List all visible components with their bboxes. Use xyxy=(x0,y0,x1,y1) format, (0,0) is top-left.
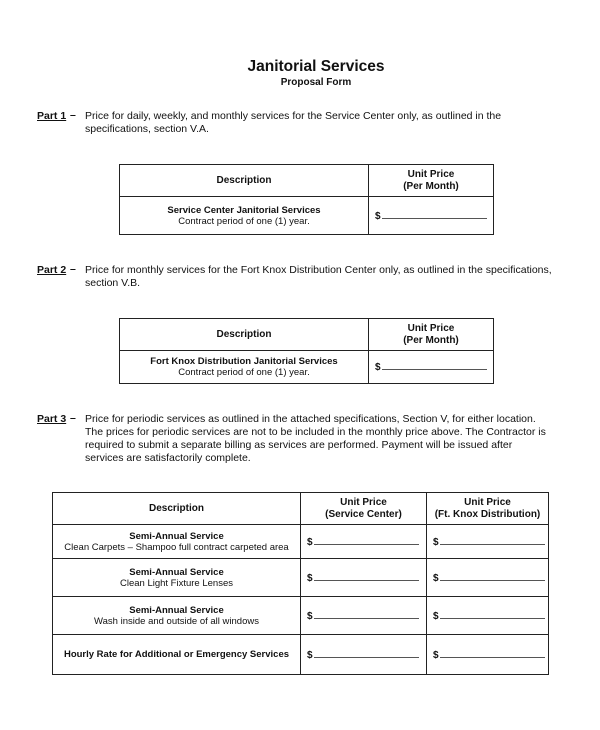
price-blank-line xyxy=(440,610,545,619)
part2-service-detail: Contract period of one (1) year. xyxy=(178,367,310,378)
part2-service-title: Fort Knox Distribution Janitorial Services xyxy=(150,356,338,367)
part3-col-price-fk: Unit Price (Ft. Knox Distribution) xyxy=(427,493,549,525)
price-blank-line xyxy=(440,572,545,581)
part2-service-cell xyxy=(120,351,369,384)
part3-service-cell xyxy=(53,559,301,597)
table-row xyxy=(53,559,549,597)
part1-dash: – xyxy=(70,109,76,121)
part1-col-description: Description xyxy=(120,165,369,197)
part2-col-description: Description xyxy=(120,319,369,351)
hourly-rate-label: Hourly Rate for Additional or Emergency Services xyxy=(53,635,301,675)
part2-section xyxy=(37,264,582,292)
part2-dash: – xyxy=(70,263,76,275)
price-field-ft-knox[interactable]: $ xyxy=(427,559,549,597)
price-field-service-center[interactable]: $ xyxy=(301,635,427,675)
part2-price-field[interactable]: $ xyxy=(369,351,494,384)
table-row xyxy=(53,525,549,559)
price-field-ft-knox[interactable]: $ xyxy=(427,597,549,635)
price-blank-line xyxy=(314,610,419,619)
price-blank-line xyxy=(440,536,545,545)
price-field-service-center[interactable]: $ xyxy=(301,597,427,635)
part3-label: Part 3 xyxy=(37,413,67,425)
page-subtitle: Proposal Form xyxy=(280,77,352,88)
part3-service-cell xyxy=(53,597,301,635)
part3-dash: – xyxy=(70,412,76,424)
service-detail: Clean Light Fixture Lenses xyxy=(119,577,233,589)
part3-section xyxy=(37,413,582,467)
price-blank-line xyxy=(314,572,419,581)
part2-col-price: Unit Price (Per Month) xyxy=(369,319,494,351)
price-field-service-center[interactable]: $ xyxy=(301,559,427,597)
part2-text: Price for monthly services for the Fort Knox Distribution Center only, as outlined in the specifications, section V.B. xyxy=(85,264,552,289)
price-blank-line xyxy=(440,649,545,658)
part3-table xyxy=(52,492,549,675)
part3-col-price-sc: Unit Price (Service Center) xyxy=(301,493,427,525)
service-detail: Clean Carpets – Shampoo full contract carpeted area xyxy=(64,541,289,553)
price-blank-line xyxy=(382,210,487,219)
page-title: Janitorial Services xyxy=(247,58,385,75)
price-blank-line xyxy=(314,649,419,658)
service-title: Semi-Annual Service xyxy=(129,604,224,616)
price-field-ft-knox[interactable]: $ xyxy=(427,635,549,675)
part1-price-field[interactable]: $ xyxy=(369,197,494,235)
part1-col-price: Unit Price (Per Month) xyxy=(369,165,494,197)
price-field-ft-knox[interactable]: $ xyxy=(427,525,549,559)
part2-table xyxy=(119,318,494,384)
part3-service-cell xyxy=(53,525,301,559)
part1-section xyxy=(37,110,577,138)
part1-label: Part 1 xyxy=(37,110,67,122)
price-blank-line xyxy=(314,536,419,545)
part3-col-description: Description xyxy=(53,493,301,525)
part1-service-detail: Contract period of one (1) year. xyxy=(178,215,310,227)
table-row xyxy=(53,635,549,675)
service-title: Semi-Annual Service xyxy=(129,530,224,542)
service-detail: Wash inside and outside of all windows xyxy=(94,615,259,627)
part1-text: Price for daily, weekly, and monthly services for the Service Center only, as outlined in the specifications, section V.A. xyxy=(85,110,502,135)
part1-table xyxy=(119,164,494,235)
service-title: Semi-Annual Service xyxy=(129,566,224,578)
part2-label: Part 2 xyxy=(37,264,67,276)
table-row xyxy=(53,597,549,635)
price-field-service-center[interactable]: $ xyxy=(301,525,427,559)
part3-text: Price for periodic services as outlined in the attached specifications, Section V, for either location. The prices for periodic services are not to be included in the monthly price above. The Contractor is required to submit a separate billing as services are performed. Payment will be issued after services are satisfactorily complete. xyxy=(85,413,546,464)
part1-service-cell xyxy=(120,197,369,235)
part1-service-title: Service Center Janitorial Services xyxy=(167,204,321,216)
price-blank-line xyxy=(382,361,487,370)
